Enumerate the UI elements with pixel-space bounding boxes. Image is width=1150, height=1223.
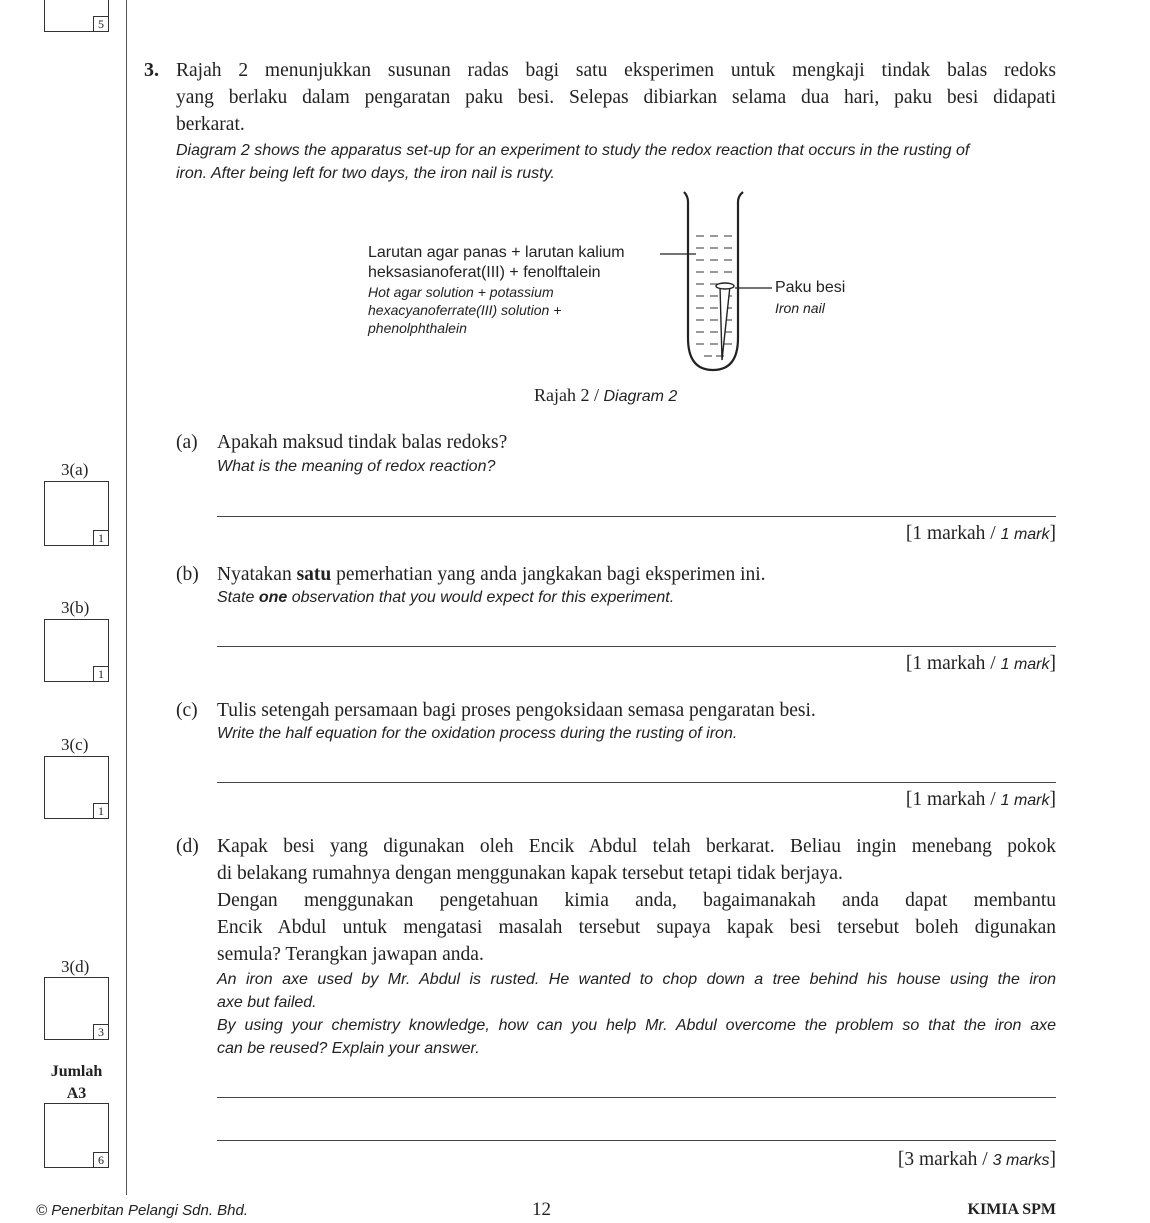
part-d-marks: [898, 1149, 1056, 1171]
part-d-ms-line-5: semula? Terangkan jawapan anda.: [217, 944, 484, 965]
part-d-letter: (d): [176, 836, 199, 857]
part-d-question: [217, 833, 1056, 1060]
solution-label-ms-2: heksasianoferat(III) + fenolftalein: [368, 264, 601, 281]
question-number: 3.: [144, 59, 159, 81]
nail-label: [775, 278, 845, 318]
part-d-ms-line-4: Encik Abdul untuk mengatasi masalah tersebut supaya kapak besi tersebut boleh digunakan: [217, 917, 1056, 938]
part-d-max-mark: 3: [93, 1024, 109, 1040]
nail-label-en: Iron nail: [775, 300, 825, 316]
intro-ms-line-1: Rajah 2 menunjukkan susunan radas bagi satu eksperimen untuk mengkaji tindak balas redoks: [176, 60, 1056, 81]
footer-subject: KIMIA SPM: [967, 1201, 1056, 1218]
part-a-marks-en: 1 mark: [1000, 526, 1050, 543]
part-b-en-pre: State: [217, 589, 259, 606]
part-d-margin-label: 3(d): [61, 957, 90, 976]
part-a-max-mark: 1: [93, 530, 109, 546]
part-c-max-mark: 1: [93, 803, 109, 819]
total-label-1: Jumlah: [50, 1063, 103, 1080]
part-b-question-en: [217, 586, 674, 609]
part-b-marks-en: 1 mark: [1000, 656, 1050, 673]
part-b-score-box[interactable]: [44, 619, 109, 682]
solution-label-en-2: hexacyanoferrate(III) solution +: [368, 302, 562, 318]
footer-copyright: © Penerbitan Pelangi Sdn. Bhd.: [36, 1202, 249, 1219]
part-a-margin-label: 3(a): [61, 460, 89, 479]
part-b-question-ms: [217, 561, 766, 588]
part-d-en-line-2: axe but failed.: [217, 994, 317, 1011]
caption-ms: Rajah 2 /: [534, 385, 604, 405]
part-b-ms-pre: Nyatakan: [217, 564, 297, 585]
part-d-marks-ms: [3 markah /: [897, 1149, 993, 1170]
solution-label-en-1: Hot agar solution + potassium: [368, 284, 554, 300]
part-b-marks-ms: [1 markah /: [905, 653, 1001, 674]
margin-divider: [126, 0, 127, 1195]
question-intro: [176, 57, 1056, 185]
footer-page-number: 12: [532, 1199, 551, 1220]
part-a-question-ms: Apakah maksud tindak balas redoks?: [217, 432, 508, 453]
part-d-answer-line-1[interactable]: [217, 1097, 1056, 1098]
part-a-letter: (a): [176, 432, 198, 453]
part-c-margin-label: 3(c): [61, 735, 89, 754]
part-c-question-ms: Tulis setengah persamaan bagi proses pengoksidaan semasa pengaratan besi.: [217, 700, 816, 721]
part-a-question-en: What is the meaning of redox reaction?: [217, 458, 496, 475]
total-max-mark: 6: [93, 1152, 109, 1168]
part-a-marks-ms: [1 markah /: [905, 523, 1001, 544]
part-c-marks-en: 1 mark: [1000, 792, 1050, 809]
part-d-en-line-4: can be reused? Explain your answer.: [217, 1040, 480, 1057]
part-a-answer-line[interactable]: [217, 516, 1056, 517]
part-a-marks: [906, 523, 1056, 545]
part-d-en-line-3: By using your chemistry knowledge, how can you help Mr. Abdul overcome the problem so that the iron axe: [217, 1017, 1056, 1034]
top-mark-number: 5: [93, 16, 109, 32]
part-c-answer-line[interactable]: [217, 782, 1056, 783]
solution-label-en-3: phenolphthalein: [368, 320, 467, 336]
diagram-caption: [534, 385, 677, 406]
part-a-marks-end: ]: [1049, 523, 1056, 544]
part-b-ms-post: pemerhatian yang anda jangkakan bagi eksperimen ini.: [331, 564, 766, 585]
part-d-ms-line-1: Kapak besi yang digunakan oleh Encik Abdul telah berkarat. Beliau ingin menebang pokok: [217, 836, 1056, 857]
part-c-score-box[interactable]: [44, 756, 109, 819]
part-d-marks-en: 3 marks: [992, 1152, 1050, 1169]
part-c-marks-ms: [1 markah /: [905, 789, 1001, 810]
part-c-marks: [906, 789, 1056, 811]
caption-en: Diagram 2: [603, 388, 678, 405]
total-label-2: A3: [66, 1085, 87, 1102]
part-c-question-en: Write the half equation for the oxidation process during the rusting of iron.: [217, 725, 738, 742]
apparatus-diagram: [360, 188, 880, 378]
total-score-box[interactable]: [44, 1103, 109, 1168]
intro-en-line-2: iron. After being left for two days, the iron nail is rusty.: [176, 165, 555, 182]
part-d-score-box[interactable]: [44, 977, 109, 1040]
part-a-score-box[interactable]: [44, 481, 109, 546]
top-mark-box: [44, 0, 109, 32]
part-b-max-mark: 1: [93, 666, 109, 682]
part-c-letter: (c): [176, 700, 198, 721]
part-b-marks: [906, 653, 1056, 675]
intro-en-line-1: Diagram 2 shows the apparatus set-up for an experiment to study the redox reaction that occurs in the rusting of: [176, 142, 970, 159]
part-c-marks-end: ]: [1049, 789, 1056, 810]
part-b-letter: (b): [176, 564, 199, 585]
intro-ms-line-2: yang berlaku dalam pengaratan paku besi. Selepas dibiarkan selama dua hari, paku besi didapati: [176, 87, 1056, 108]
nail-label-ms: Paku besi: [775, 279, 846, 296]
part-d-answer-line-2[interactable]: [217, 1140, 1056, 1141]
part-d-ms-line-2: di belakang rumahnya dengan menggunakan kapak tersebut tetapi tidak berjaya.: [217, 863, 843, 884]
intro-ms-line-3: berkarat.: [176, 114, 245, 135]
part-b-answer-line[interactable]: [217, 646, 1056, 647]
part-b-en-bold: one: [258, 589, 288, 606]
part-d-en-line-1: An iron axe used by Mr. Abdul is rusted. He wanted to chop down a tree behind his house using the iron: [217, 971, 1056, 988]
part-b-ms-bold: satu: [296, 564, 332, 585]
part-b-en-post: observation that you would expect for this experiment.: [287, 589, 675, 606]
part-d-marks-end: ]: [1049, 1149, 1056, 1170]
solution-label-ms-1: Larutan agar panas + larutan kalium: [368, 244, 625, 261]
total-label: [44, 1061, 109, 1105]
part-b-marks-end: ]: [1049, 653, 1056, 674]
part-b-margin-label: 3(b): [61, 598, 90, 617]
part-d-ms-line-3: Dengan menggunakan pengetahuan kimia anda, bagaimanakah anda dapat membantu: [217, 890, 1056, 911]
